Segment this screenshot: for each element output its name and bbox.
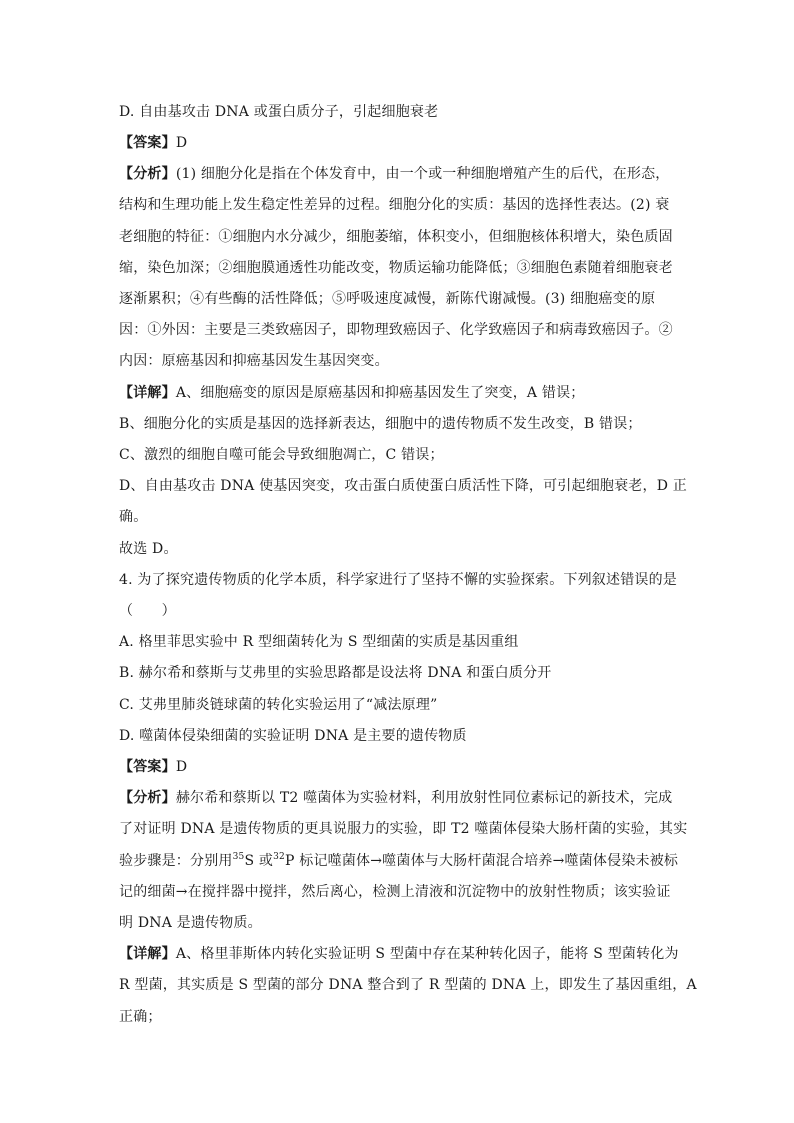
- detail-tag: 【详解】: [119, 385, 176, 401]
- q4-detail-line: [119, 944, 679, 964]
- q4-option-d: D. 噬菌体侵染细菌的实验证明 DNA 是主要的遗传物质: [119, 728, 467, 744]
- analysis-tag: 【分析】: [119, 790, 176, 806]
- q4-stem: 4. 为了探究遗传物质的化学本质，科学家进行了坚持不懈的实验探索。下列叙述错误的是: [119, 572, 678, 588]
- q3-detail-line: D、自由基攻击 DNA 使基因突变，攻击蛋白质使蛋白质活性下降，可引起细胞衰老，D 正: [119, 478, 687, 494]
- detail-text: A、细胞癌变的原因是原癌基因和抑癌基因发生了突变，A 错误；: [175, 385, 585, 401]
- isotope-mass: 35: [232, 852, 245, 862]
- q4-option-a: A. 格里菲思实验中 R 型细菌转化为 S 型细菌的实质是基因重组: [119, 634, 519, 650]
- answer-tag: 【答案】: [119, 759, 176, 775]
- answer-value: D: [175, 759, 188, 775]
- q3-analysis-line: 因：①外因：主要是三类致癌因子，即物理致癌因子、化学致癌因子和病毒致癌因子。②: [119, 322, 673, 338]
- q4-option-b: B. 赫尔希和蔡斯与艾弗里的实验思路都是设法将 DNA 和蛋白质分开: [119, 665, 552, 681]
- analysis-text: (1) 细胞分化是指在个体发育中，由一个或一种细胞增殖产生的后代，在形态，: [175, 166, 670, 182]
- q3-analysis-line: 逐渐累积；④有些酶的活性降低；⑤呼吸速度减慢，新陈代谢减慢。(3) 细胞癌变的原: [119, 291, 656, 307]
- q3-detail-line: [119, 383, 679, 403]
- q3-analysis-line: 内因：原癌基因和抑癌基因发生基因突变。: [119, 353, 389, 369]
- q3-analysis-line: 缩，染色加深；②细胞膜通透性功能改变，物质运输功能降低；③细胞色素随着细胞衰老: [119, 260, 673, 276]
- analysis-tag: 【分析】: [119, 166, 176, 182]
- q4-answer: [119, 757, 679, 777]
- q3-detail-line: C、激烈的细胞自噬可能会导致细胞凋亡，C 错误；: [119, 447, 444, 463]
- detail-tag: 【详解】: [119, 946, 176, 962]
- q4-analysis-line: 记的细菌→在搅拌器中搅拌，然后离心，检测上清液和沉淀物中的放射性物质；该实验证: [119, 884, 671, 900]
- q4-detail-line: R 型菌，其实质是 S 型菌的部分 DNA 整合到了 R 型菌的 DNA 上，即发生了基因重组，A: [119, 977, 697, 993]
- q3-answer: [119, 133, 679, 153]
- analysis-text: 验步骤是：分别用: [119, 853, 233, 869]
- q3-analysis-line: [119, 164, 679, 184]
- q3-conclusion: 故选 D。: [119, 541, 178, 557]
- isotope-mass: 32: [273, 852, 285, 862]
- q3-analysis-line: 老细胞的特征：①细胞内水分减少，细胞萎缩，体积变小，但细胞核体积增大，染色质固: [119, 229, 673, 245]
- detail-text: A、格里菲斯体内转化实验证明 S 型菌中存在某种转化因子，能将 S 型菌转化为: [175, 946, 679, 962]
- isotope-symbol: S 或: [244, 853, 274, 869]
- q4-analysis-line: 了对证明 DNA 是遗传物质的更具说服力的实验，即 T2 噬菌体侵染大肠杆菌的实验，其实: [119, 821, 688, 837]
- q3-detail-line: B、细胞分化的实质是基因的选择新表达，细胞中的遗传物质不发生改变，B 错误；: [119, 416, 642, 432]
- q3-option-d: D. 自由基攻击 DNA 或蛋白质分子，引起细胞衰老: [119, 104, 439, 120]
- q3-detail-line: 确。: [119, 509, 148, 525]
- q4-option-c: C. 艾弗里肺炎链球菌的转化实验运用了“减法原理”: [119, 697, 438, 713]
- analysis-text: P 标记噬菌体→噬菌体与大肠杆菌混合培养→噬菌体侵染未被标: [284, 853, 679, 869]
- q4-analysis-line: [119, 788, 679, 808]
- answer-value: D: [175, 135, 188, 151]
- q4-paren: （ ）: [119, 603, 176, 619]
- analysis-text: 赫尔希和蔡斯以 T2 噬菌体为实验材料，利用放射性同位素标记的新技术，完成: [175, 790, 673, 806]
- q4-detail-line: 正确；: [119, 1009, 162, 1025]
- q4-analysis-line: 明 DNA 是遗传物质。: [119, 915, 262, 931]
- q4-analysis-line: [119, 851, 679, 871]
- answer-tag: 【答案】: [119, 135, 176, 151]
- q3-analysis-line: 结构和生理功能上发生稳定性差异的过程。细胞分化的实质：基因的选择性表达。(2) 衰: [119, 197, 670, 213]
